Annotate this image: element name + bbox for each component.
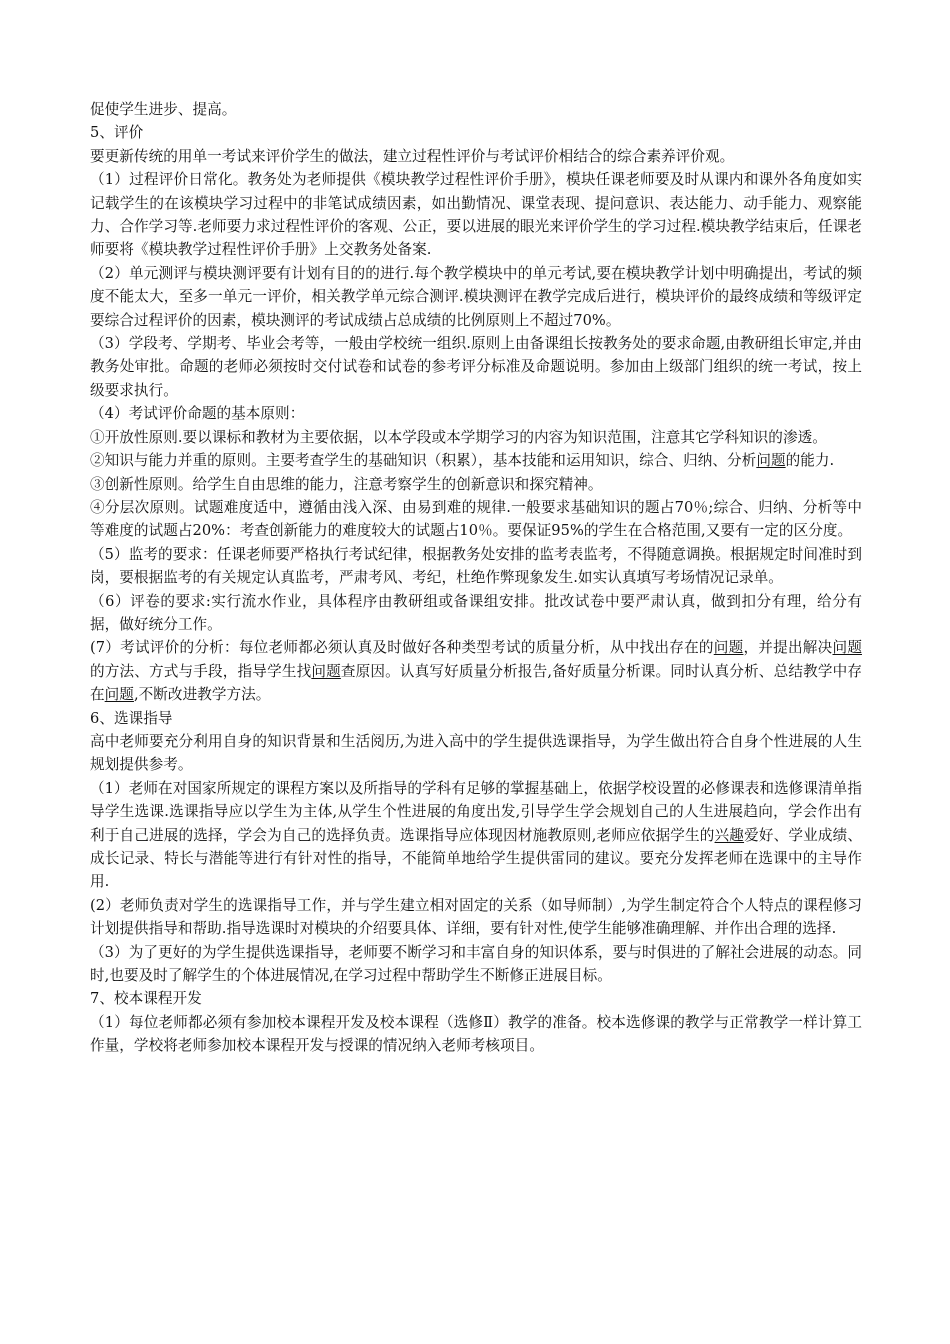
paragraph-course-selection-3: （3）为了更好的为学生提供选课指导，老师要不断学习和丰富自身的知识体系，要与时俱进的了解社会进展的动态。同时,也要及时了解学生的个体进展情况,在学习过程中帮助学生不断修正进展目标。 (90, 943, 862, 985)
text-segment: 的方法、方式与手段，指导学生找 (90, 662, 312, 680)
paragraph-invigilation: （5）监考的要求：任课老师要严格执行考试纪律，根据教务处安排的监考表监考，不得随意调换。根据规定时间准时到岗，要根据监考的有关规定认真监考，严肃考风、考纪，杜绝作弊现象发生.如实认真填写考场情况记录单。 (90, 545, 862, 587)
underlined-term: 问题 (311, 662, 341, 680)
paragraph-principle-knowledge-ability (90, 449, 862, 472)
paragraph-process-evaluation: （1）过程评价日常化。教务处为老师提供《模块教学过程性评价手册》，模块任课老师要及时从课内和课外各角度如实记载学生的在该模块学习过程中的非笔试成绩因素，如出勤情况、课堂表现、提问意识、表达能力、动手能力、观察能力、合作学习等.老师要力求过程性评价的客观、公正，要以进展的眼光来评价学生的学习过程.模块教学结束后，任课老师要将《模块教学过程性评价手册》上交教务处备案. (90, 171, 862, 259)
paragraph-course-guidance-overview: 高中老师要充分利用自身的知识背景和生活阅历,为进入高中的学生提供选课指导，为学生做出符合自身个性进展的人生规划提供参考。 (90, 732, 862, 774)
paragraph-exam-analysis (90, 636, 862, 706)
paragraph-principle-innovation: ③创新性原则。给学生自由思维的能力，注意考察学生的创新意识和探究精神。 (90, 475, 603, 493)
text-segment: (7）考试评价的分析：每位老师都必须认真及时做好各种类型考试的质量分析，从中找出存在的 (90, 639, 714, 657)
document-body (90, 98, 862, 1058)
underlined-term: 问题 (713, 639, 744, 657)
paragraph-marking: （6）评卷的要求:实行流水作业，具体程序由教研组或备课组安排。批改试卷中要严肃认真，做到扣分有理，给分有据，做好统分工作。 (90, 592, 862, 633)
underlined-term: 兴趣 (714, 826, 745, 844)
paragraph-course-selection-2: (2）老师负责对学生的选课指导工作，并与学生建立相对固定的关系（如导师制）,为学生制定符合个人特点的课程修习计划提供指导和帮助.指导选课时对模块的介绍要具体、详细，要有针对性,使学生能够准确理解、并作出合理的选择. (90, 896, 862, 938)
underlined-term: 问题 (104, 686, 134, 704)
paragraph-term-exams: （3）学段考、学期考、毕业会考等，一般由学校统一组织.原则上由备课组长按教务处的要求命题,由教研组长审定,并由教务处审批。命题的老师必须按时交付试卷和试卷的参考评分标准及命题说明。参加由上级部门组织的统一考试，按上级要求执行。 (90, 335, 862, 399)
paragraph-unit-module-assessment: （2）单元测评与模块测评要有计划有目的的进行.每个教学模块中的单元考试,要在模块教学计划中明确提出，考试的频度不能太大，至多一单元一评价，相关教学单元综合测评.模块测评在教学完成后进行，模块评价的最终成绩和等级评定要综合过程评价的因素，模块测评的考试成绩占总成绩的比例原则上不超过70%。 (90, 264, 862, 329)
text-segment: ，并提出解决 (743, 639, 833, 657)
text-segment: 查原因。认真写好质量分析报告,备好质量分析课。同时认真分析、总结教学中存在 (90, 662, 862, 704)
text-segment: ,不断改进教学方法。 (133, 686, 271, 704)
section-heading-course-guidance: 6、选课指导 (90, 709, 173, 727)
underlined-term: 问题 (756, 452, 786, 470)
paragraph-exam-principles-title: （4）考试评价命题的基本原则： (90, 405, 305, 423)
underlined-term: 问题 (832, 639, 862, 657)
paragraph-intro-end: 促使学生进步、提高。 (90, 101, 237, 118)
section-heading-school-curriculum: 7、校本课程开发 (90, 990, 202, 1008)
paragraph-principle-openness: ①开放性原则.要以课标和教材为主要依据，以本学段或本学期学习的内容为知识范围，注意其它学科知识的渗透。 (90, 428, 827, 446)
paragraph-evaluation-overview: 要更新传统的用单一考试来评价学生的做法，建立过程性评价与考试评价相结合的综合素养评价观。 (90, 147, 735, 165)
section-heading-evaluation: 5、评价 (90, 124, 144, 142)
paragraph-principle-levels: ④分层次原则。试题难度适中，遵循由浅入深、由易到难的规律.一般要求基础知识的题占70％;综合、归纳、分析等中等难度的试题占20%：考查创新能力的难度较大的试题占10％。要保证95%的学生在合格范围,又要有一定的区分度。 (90, 498, 862, 540)
text-segment: （1）老师在对国家所规定的课程方案以及所指导的学科有足够的掌握基础上，依据学校设置的必修课表和选修课清单指导学生选课.选课指导应以学生为主体,从学生个性进展的角度出发,引导学生学会规划自己的人生进展趋向，学会作出有利于自己进展的选择，学会为自己的选择负责。选课指导应体现因材施教原则,老师应依据学生的 (90, 779, 862, 844)
text-segment: ②知识与能力并重的原则。主要考查学生的基础知识（积累），基本技能和运用知识，综合、归纳、分析 (90, 452, 757, 470)
paragraph-school-curriculum-1: （1）每位老师都必须有参加校本课程开发及校本课程（选修Ⅱ）教学的准备。校本选修课的教学与正常教学一样计算工作量，学校将老师参加校本课程开发与授课的情况纳入老师考核项目。 (90, 1013, 862, 1055)
text-segment: 的能力. (785, 452, 835, 470)
text-segment: 爱好、学业成绩、成长记录、特长与潜能等进行有针对性的指导，不能简单地给学生提供雷同的建议。要充分发挥老师在选课中的主导作用. (90, 826, 862, 891)
paragraph-course-selection-1 (90, 777, 862, 894)
